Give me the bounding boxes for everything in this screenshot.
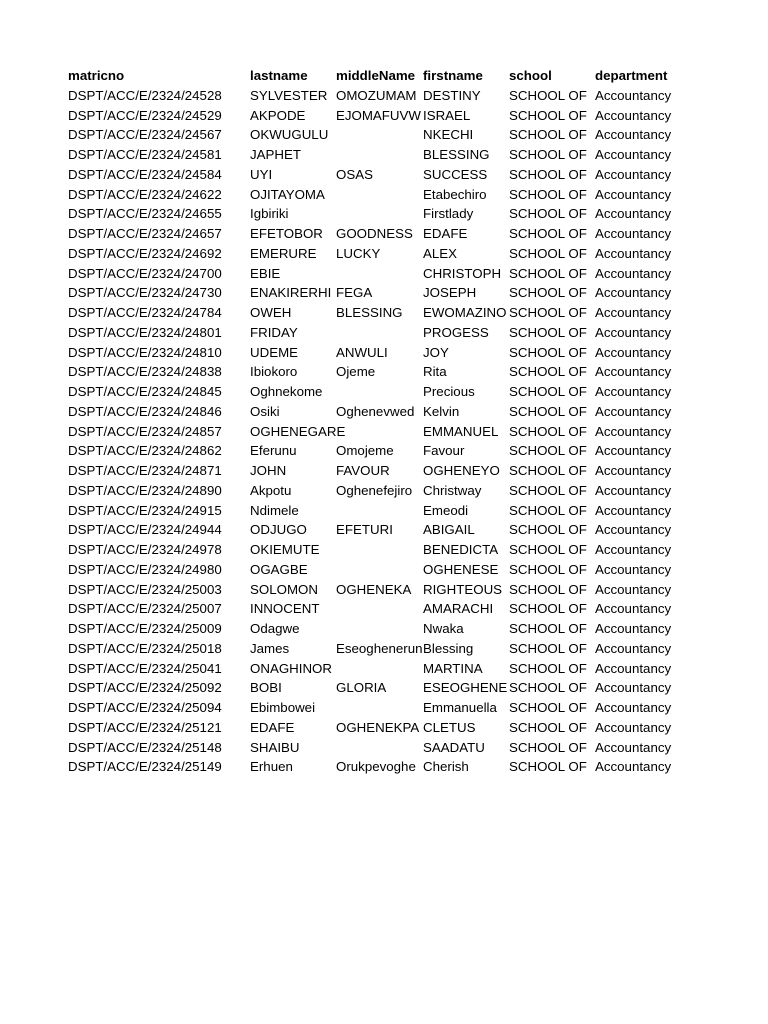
cell-middlename: Orukpevoghe xyxy=(336,759,416,775)
cell-matricno: DSPT/ACC/E/2324/24845 xyxy=(68,384,222,399)
cell-department: Accountancy xyxy=(595,700,672,715)
cell-department: Accountancy xyxy=(595,265,672,281)
cell-firstname: AMARACHI xyxy=(423,601,494,617)
cell-matricno: DSPT/ACC/E/2324/24857 xyxy=(68,423,222,439)
cell-lastname: EFETOBOR xyxy=(250,226,323,241)
cell-matricno: DSPT/ACC/E/2324/24978 xyxy=(68,542,222,557)
table-row xyxy=(68,698,676,718)
cell-school: SCHOOL OF xyxy=(509,482,587,498)
cell-school: SCHOOL OF xyxy=(509,463,587,478)
cell-firstname: JOSEPH xyxy=(423,285,477,301)
cell-department: Accountancy xyxy=(595,384,672,399)
cell-middlename: OGHENEKA xyxy=(336,581,412,597)
cell-middlename xyxy=(336,540,423,560)
cell-matricno: DSPT/ACC/E/2324/24700 xyxy=(68,265,222,281)
cell-lastname: FRIDAY xyxy=(250,324,298,340)
table-row xyxy=(68,106,676,126)
cell-department: Accountancy xyxy=(595,87,672,103)
cell-school: SCHOOL OF xyxy=(509,324,587,340)
cell-middlename: Eseoghenerun xyxy=(336,640,423,656)
table-row xyxy=(68,718,676,738)
cell-middlename xyxy=(336,501,423,521)
cell-firstname: Cherish xyxy=(423,759,469,775)
cell-matricno: DSPT/ACC/E/2324/24846 xyxy=(68,403,222,419)
cell-firstname: EMMANUEL xyxy=(423,423,499,439)
cell-middlename: EJOMAFUVW xyxy=(336,107,421,123)
table-row xyxy=(68,520,676,540)
cell-lastname: SHAIBU xyxy=(250,739,300,755)
cell-matricno: DSPT/ACC/E/2324/25094 xyxy=(68,700,222,715)
cell-lastname: OKIEMUTE xyxy=(250,542,320,557)
table-row xyxy=(68,659,676,679)
cell-department: Accountancy xyxy=(595,660,672,676)
cell-lastname: Akpotu xyxy=(250,482,292,498)
cell-lastname: Odagwe xyxy=(250,621,300,636)
cell-department: Accountancy xyxy=(595,127,672,143)
cell-firstname: OGHENEYO xyxy=(423,463,500,478)
cell-department: Accountancy xyxy=(595,640,672,656)
cell-firstname: ABIGAIL xyxy=(423,522,475,538)
cell-department: Accountancy xyxy=(595,719,672,735)
table-row xyxy=(68,165,676,185)
cell-department: Accountancy xyxy=(595,147,672,162)
table-row xyxy=(68,560,676,580)
cell-middlename xyxy=(336,619,423,639)
header-school: school xyxy=(509,68,552,83)
table-row xyxy=(68,303,676,323)
cell-firstname: MARTINA xyxy=(423,660,483,676)
cell-department: Accountancy xyxy=(595,423,672,439)
cell-matricno: DSPT/ACC/E/2324/24657 xyxy=(68,226,222,241)
cell-department: Accountancy xyxy=(595,601,672,617)
cell-lastname: James xyxy=(250,640,290,656)
cell-matricno: DSPT/ACC/E/2324/24528 xyxy=(68,87,222,103)
table-row xyxy=(68,382,676,402)
cell-lastname: BOBI xyxy=(250,680,282,696)
cell-middlename xyxy=(336,204,423,224)
cell-middlename: LUCKY xyxy=(336,245,381,261)
cell-firstname: Favour xyxy=(423,443,465,459)
cell-middlename: Oghenefejiro xyxy=(336,482,413,498)
cell-lastname: EBIE xyxy=(250,265,281,281)
cell-school: SCHOOL OF xyxy=(509,166,587,182)
cell-school: SCHOOL OF xyxy=(509,344,587,360)
cell-firstname: BENEDICTA xyxy=(423,542,499,557)
cell-lastname: Osiki xyxy=(250,403,280,419)
cell-middlename xyxy=(336,323,423,343)
cell-lastname: SYLVESTER xyxy=(250,87,328,103)
cell-school: SCHOOL OF xyxy=(509,502,587,518)
cell-matricno: DSPT/ACC/E/2324/25041 xyxy=(68,660,222,676)
cell-department: Accountancy xyxy=(595,522,672,538)
table-row xyxy=(68,501,676,521)
cell-matricno: DSPT/ACC/E/2324/24567 xyxy=(68,127,222,143)
table-row xyxy=(68,580,676,600)
cell-lastname: Ebimbowei xyxy=(250,700,316,715)
table-row xyxy=(68,125,676,145)
cell-matricno: DSPT/ACC/E/2324/24980 xyxy=(68,561,222,577)
cell-school: SCHOOL OF xyxy=(509,423,587,439)
cell-matricno: DSPT/ACC/E/2324/24692 xyxy=(68,245,222,261)
table-body xyxy=(68,86,676,777)
cell-middlename xyxy=(336,599,423,619)
cell-firstname: PROGESS xyxy=(423,324,489,340)
cell-firstname: JOY xyxy=(423,344,449,360)
cell-school: SCHOOL OF xyxy=(509,739,587,755)
table-row xyxy=(68,145,676,165)
cell-school: SCHOOL OF xyxy=(509,305,587,320)
cell-middlename xyxy=(336,698,423,718)
spreadsheet-sheet xyxy=(68,66,688,777)
cell-school: SCHOOL OF xyxy=(509,384,587,399)
cell-firstname: Nwaka xyxy=(423,621,464,636)
cell-school: SCHOOL OF xyxy=(509,621,587,636)
cell-matricno: DSPT/ACC/E/2324/25148 xyxy=(68,739,222,755)
cell-lastname: UDEME xyxy=(250,344,299,360)
table-row xyxy=(68,185,676,205)
table-row xyxy=(68,244,676,264)
table-row xyxy=(68,461,676,481)
cell-matricno: DSPT/ACC/E/2324/24801 xyxy=(68,324,222,340)
cell-school: SCHOOL OF xyxy=(509,581,587,597)
header-matricno: matricno xyxy=(68,68,125,83)
cell-lastname: AKPODE xyxy=(250,107,306,123)
table-row xyxy=(68,204,676,224)
cell-lastname: Igbiriki xyxy=(250,206,289,222)
cell-firstname: Etabechiro xyxy=(423,186,487,202)
cell-matricno: DSPT/ACC/E/2324/25121 xyxy=(68,719,222,735)
header-lastname: lastname xyxy=(250,68,308,83)
cell-middlename: FEGA xyxy=(336,285,373,301)
cell-firstname: Firstlady xyxy=(423,206,474,222)
table-row xyxy=(68,481,676,501)
cell-school: SCHOOL OF xyxy=(509,226,587,241)
cell-school: SCHOOL OF xyxy=(509,759,587,775)
cell-middlename: Oghenevwed xyxy=(336,403,415,419)
cell-firstname: RIGHTEOUS xyxy=(423,581,503,597)
cell-middlename: FAVOUR xyxy=(336,463,390,478)
student-table xyxy=(68,66,676,777)
cell-firstname: BLESSING xyxy=(423,147,490,162)
cell-firstname: CHRISTOPH xyxy=(423,265,502,281)
cell-lastname: Eferunu xyxy=(250,443,297,459)
cell-firstname: CLETUS xyxy=(423,719,476,735)
cell-school: SCHOOL OF xyxy=(509,87,587,103)
cell-lastname: Erhuen xyxy=(250,759,293,775)
cell-school: SCHOOL OF xyxy=(509,127,587,143)
cell-middlename xyxy=(336,264,423,284)
cell-matricno: DSPT/ACC/E/2324/24944 xyxy=(68,522,222,538)
cell-department: Accountancy xyxy=(595,305,672,320)
header-firstname: firstname xyxy=(423,68,483,83)
cell-matricno: DSPT/ACC/E/2324/24529 xyxy=(68,107,222,123)
cell-firstname: NKECHI xyxy=(423,127,474,143)
cell-department: Accountancy xyxy=(595,542,672,557)
cell-school: SCHOOL OF xyxy=(509,403,587,419)
cell-department: Accountancy xyxy=(595,443,672,459)
table-row xyxy=(68,264,676,284)
cell-firstname: ALEX xyxy=(423,245,458,261)
cell-school: SCHOOL OF xyxy=(509,285,587,301)
cell-lastname: UYI xyxy=(250,166,273,182)
cell-firstname: ESEOGHENE xyxy=(423,680,508,696)
cell-school: SCHOOL OF xyxy=(509,700,587,715)
cell-firstname: Emmanuella xyxy=(423,700,497,715)
cell-school: SCHOOL OF xyxy=(509,561,587,577)
cell-matricno: DSPT/ACC/E/2324/24584 xyxy=(68,166,222,182)
cell-school: SCHOOL OF xyxy=(509,640,587,656)
header-middlename: middleName xyxy=(336,68,416,83)
cell-school: SCHOOL OF xyxy=(509,443,587,459)
cell-department: Accountancy xyxy=(595,463,672,478)
cell-middlename xyxy=(336,738,423,758)
cell-matricno: DSPT/ACC/E/2324/25018 xyxy=(68,640,222,656)
cell-middlename xyxy=(336,659,423,679)
cell-school: SCHOOL OF xyxy=(509,542,587,557)
cell-firstname: OGHENESE xyxy=(423,561,499,577)
cell-department: Accountancy xyxy=(595,759,672,775)
cell-department: Accountancy xyxy=(595,186,672,202)
table-row xyxy=(68,224,676,244)
table-row xyxy=(68,599,676,619)
cell-middlename: Omojeme xyxy=(336,443,394,459)
cell-department: Accountancy xyxy=(595,324,672,340)
cell-lastname: OKWUGULU xyxy=(250,127,329,143)
cell-department: Accountancy xyxy=(595,502,672,518)
cell-firstname: EWOMAZINO xyxy=(423,305,507,320)
cell-firstname: Blessing xyxy=(423,640,474,656)
cell-middlename: OGHENEKPA xyxy=(336,719,420,735)
cell-matricno: DSPT/ACC/E/2324/25149 xyxy=(68,759,222,775)
cell-department: Accountancy xyxy=(595,581,672,597)
cell-middlename: Ojeme xyxy=(336,364,376,380)
cell-school: SCHOOL OF xyxy=(509,245,587,261)
cell-firstname: Rita xyxy=(423,364,447,380)
cell-firstname: DESTINY xyxy=(423,87,481,103)
table-row xyxy=(68,402,676,422)
cell-department: Accountancy xyxy=(595,285,672,301)
cell-matricno: DSPT/ACC/E/2324/24784 xyxy=(68,305,222,320)
table-row xyxy=(68,283,676,303)
cell-lastname: SOLOMON xyxy=(250,581,318,597)
cell-middlename: GLORIA xyxy=(336,680,387,696)
cell-school: SCHOOL OF xyxy=(509,186,587,202)
cell-school: SCHOOL OF xyxy=(509,719,587,735)
cell-middlename xyxy=(336,422,423,442)
cell-school: SCHOOL OF xyxy=(509,680,587,696)
cell-lastname: ENAKIRERHI xyxy=(250,285,332,301)
table-row xyxy=(68,619,676,639)
cell-department: Accountancy xyxy=(595,206,672,222)
table-row xyxy=(68,757,676,777)
cell-firstname: Kelvin xyxy=(423,403,460,419)
table-row xyxy=(68,323,676,343)
cell-middlename: OSAS xyxy=(336,166,373,182)
table-header xyxy=(68,66,676,86)
cell-matricno: DSPT/ACC/E/2324/24655 xyxy=(68,206,222,222)
cell-matricno: DSPT/ACC/E/2324/25003 xyxy=(68,581,222,597)
cell-lastname: EMERURE xyxy=(250,245,317,261)
cell-school: SCHOOL OF xyxy=(509,206,587,222)
table-row xyxy=(68,639,676,659)
cell-school: SCHOOL OF xyxy=(509,147,587,162)
table-row xyxy=(68,678,676,698)
cell-department: Accountancy xyxy=(595,739,672,755)
cell-lastname: OGHENEGARE xyxy=(250,423,346,439)
cell-middlename xyxy=(336,145,423,165)
cell-school: SCHOOL OF xyxy=(509,107,587,123)
cell-department: Accountancy xyxy=(595,482,672,498)
cell-department: Accountancy xyxy=(595,226,672,241)
cell-matricno: DSPT/ACC/E/2324/25092 xyxy=(68,680,222,696)
cell-lastname: INNOCENT xyxy=(250,601,320,617)
header-row xyxy=(68,66,676,86)
cell-lastname: ODJUGO xyxy=(250,522,307,538)
table-row xyxy=(68,343,676,363)
cell-middlename xyxy=(336,382,423,402)
cell-matricno: DSPT/ACC/E/2324/24581 xyxy=(68,147,222,162)
cell-department: Accountancy xyxy=(595,403,672,419)
cell-school: SCHOOL OF xyxy=(509,660,587,676)
header-department: department xyxy=(595,68,668,83)
cell-firstname: ISRAEL xyxy=(423,107,471,123)
table-row xyxy=(68,441,676,461)
cell-matricno: DSPT/ACC/E/2324/24810 xyxy=(68,344,222,360)
cell-matricno: DSPT/ACC/E/2324/24915 xyxy=(68,502,222,518)
cell-matricno: DSPT/ACC/E/2324/24730 xyxy=(68,285,222,301)
cell-department: Accountancy xyxy=(595,344,672,360)
table-row xyxy=(68,540,676,560)
cell-department: Accountancy xyxy=(595,621,672,636)
cell-middlename: BLESSING xyxy=(336,305,403,320)
cell-department: Accountancy xyxy=(595,364,672,380)
cell-school: SCHOOL OF xyxy=(509,265,587,281)
cell-department: Accountancy xyxy=(595,680,672,696)
cell-lastname: OWEH xyxy=(250,305,292,320)
cell-firstname: SUCCESS xyxy=(423,166,488,182)
cell-lastname: OJITAYOMA xyxy=(250,186,325,202)
cell-matricno: DSPT/ACC/E/2324/24622 xyxy=(68,186,222,202)
cell-middlename: ANWULI xyxy=(336,344,388,360)
cell-matricno: DSPT/ACC/E/2324/24838 xyxy=(68,364,222,380)
cell-firstname: Christway xyxy=(423,482,482,498)
cell-matricno: DSPT/ACC/E/2324/24890 xyxy=(68,482,222,498)
cell-middlename: OMOZUMAM xyxy=(336,87,417,103)
cell-department: Accountancy xyxy=(595,107,672,123)
cell-lastname: Oghnekome xyxy=(250,384,323,399)
cell-middlename: EFETURI xyxy=(336,522,393,538)
cell-lastname: EDAFE xyxy=(250,719,295,735)
cell-school: SCHOOL OF xyxy=(509,364,587,380)
cell-firstname: Emeodi xyxy=(423,502,469,518)
cell-lastname: ONAGHINOR xyxy=(250,660,333,676)
cell-matricno: DSPT/ACC/E/2324/24871 xyxy=(68,463,222,478)
cell-department: Accountancy xyxy=(595,561,672,577)
cell-middlename xyxy=(336,185,423,205)
cell-matricno: DSPT/ACC/E/2324/25007 xyxy=(68,601,222,617)
cell-middlename: GOODNESS xyxy=(336,226,413,241)
table-row xyxy=(68,738,676,758)
cell-matricno: DSPT/ACC/E/2324/24862 xyxy=(68,443,222,459)
cell-lastname: JOHN xyxy=(250,463,287,478)
cell-school: SCHOOL OF xyxy=(509,522,587,538)
table-row xyxy=(68,422,676,442)
cell-school: SCHOOL OF xyxy=(509,601,587,617)
cell-department: Accountancy xyxy=(595,166,672,182)
cell-matricno: DSPT/ACC/E/2324/25009 xyxy=(68,621,222,636)
cell-middlename xyxy=(336,125,423,145)
cell-department: Accountancy xyxy=(595,245,672,261)
cell-lastname: Ibiokoro xyxy=(250,364,298,380)
table-row xyxy=(68,362,676,382)
cell-firstname: EDAFE xyxy=(423,226,468,241)
cell-lastname: OGAGBE xyxy=(250,561,308,577)
cell-lastname: JAPHET xyxy=(250,147,301,162)
cell-firstname: Precious xyxy=(423,384,475,399)
table-row xyxy=(68,86,676,106)
cell-middlename xyxy=(336,560,423,580)
cell-firstname: SAADATU xyxy=(423,739,485,755)
cell-lastname: Ndimele xyxy=(250,502,299,518)
